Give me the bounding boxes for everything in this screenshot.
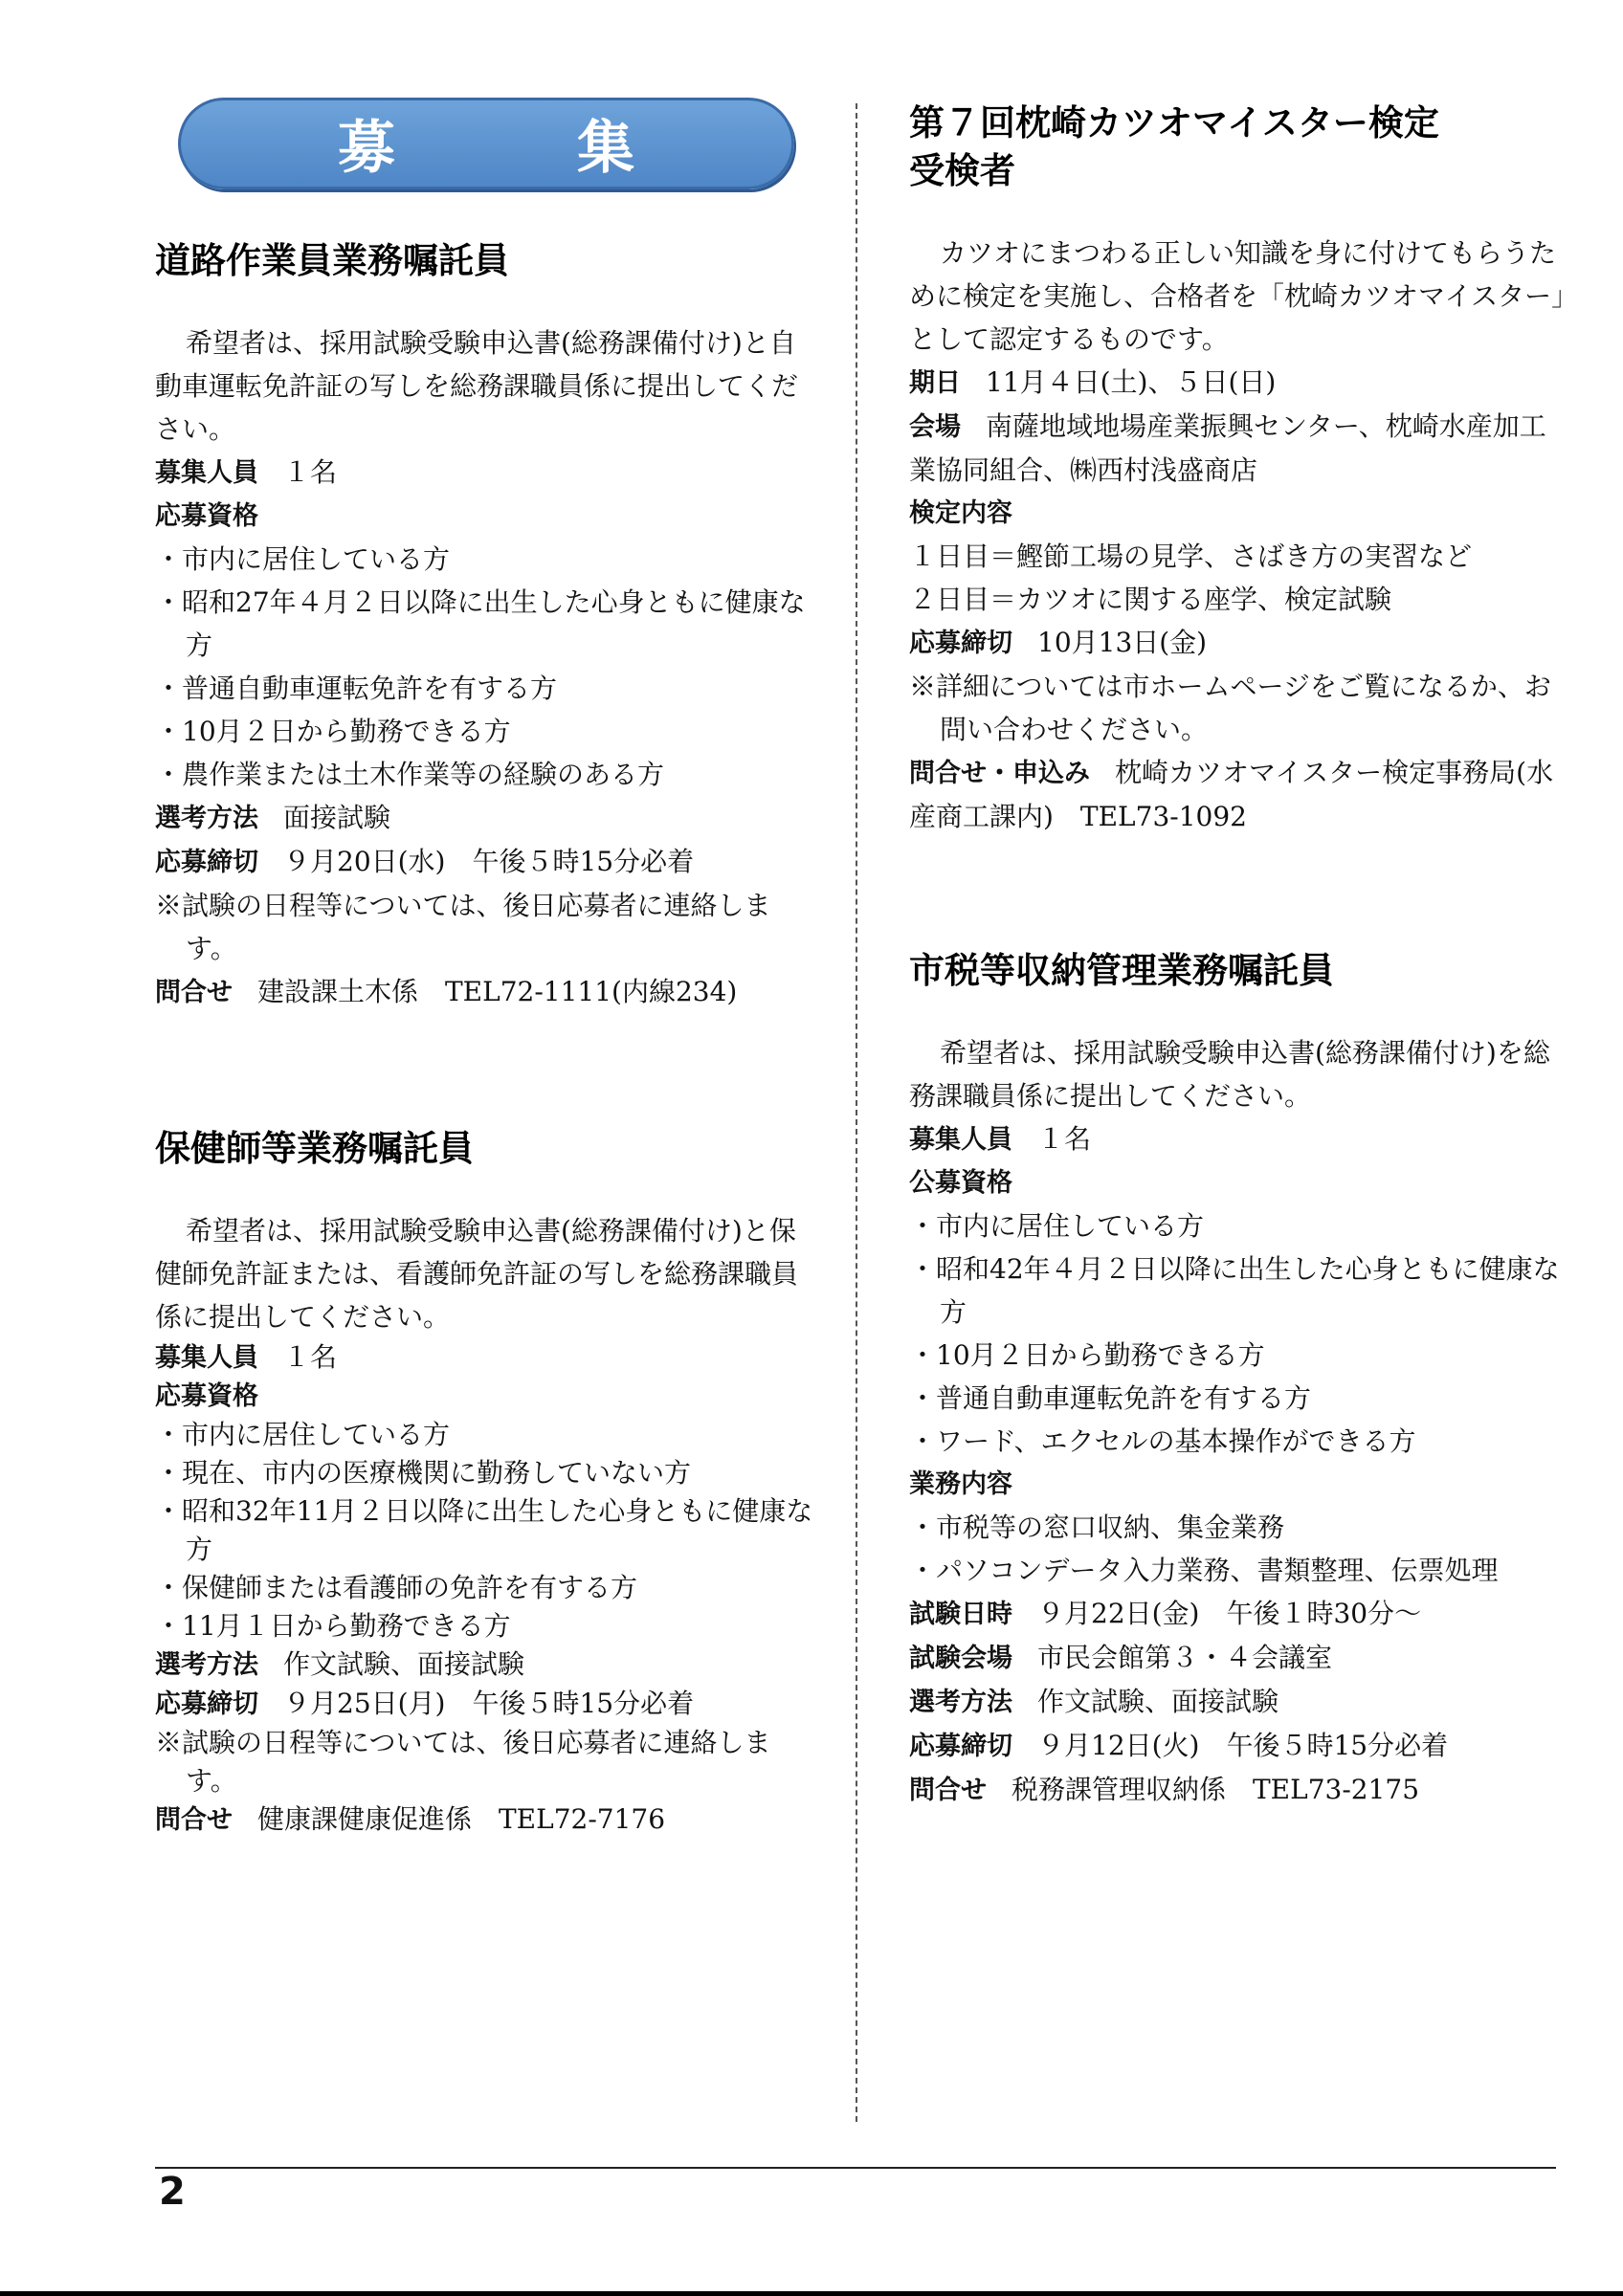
exam-date-value: ９月22日(金) 午後１時30分～ (1037, 1598, 1422, 1629)
section-tax-collection (909, 947, 1569, 1812)
content-label: 検定内容 (909, 498, 1012, 528)
method-row (909, 1680, 1569, 1724)
headcount-row (909, 1117, 1569, 1161)
venue-label: 会場 (909, 412, 961, 442)
exam-date-label: 試験日時 (909, 1600, 1012, 1629)
contact-row (909, 751, 1569, 838)
page-number: 2 (159, 2170, 186, 2214)
content-item: ２日目＝カツオに関する座学、検定試験 (909, 584, 1392, 615)
qualification-label: 応募資格 (155, 501, 258, 531)
section-title: 道路作業員業務嘱託員 (155, 240, 509, 281)
contact-value: 健康課健康促進係 TEL72-7176 (257, 1803, 666, 1835)
headcount-value: １名 (1037, 1123, 1092, 1155)
method-row (155, 796, 815, 840)
deadline-label: 応募締切 (155, 1689, 258, 1719)
venue-row (909, 405, 1569, 492)
qualification-item: ・ワード、エクセルの基本操作ができる方 (909, 1425, 1416, 1457)
contact-value: 枕崎カツオマイスター検定事務局(水産商工課内) TEL73-1092 (909, 757, 1554, 832)
section-title: 市税等収納管理業務嘱託員 (909, 950, 1334, 991)
deadline-value: 10月13日(金) (1037, 627, 1208, 658)
venue-value: 南薩地域地場産業振興センター、枕崎水産加工業協同組合、㈱西村浅盛商店 (909, 410, 1546, 486)
deadline-label: 応募締切 (909, 629, 1012, 658)
headcount-label: 募集人員 (909, 1125, 1012, 1155)
qualification-item: ・11月１日から勤務できる方 (155, 1610, 511, 1642)
deadline-row (155, 840, 815, 884)
qualification-item: ・保健師または看護師の免許を有する方 (155, 1572, 638, 1603)
qualification-item: ・現在、市内の医療機関に勤務していない方 (155, 1457, 692, 1489)
section-intro: カツオにまつわる正しい知識を身に付けてもらうために検定を実施し、合格者を「枕崎カツオマイスター」として認定するものです。 (909, 237, 1566, 355)
date-row (909, 361, 1569, 405)
method-value: 面接試験 (283, 802, 391, 833)
section-intro: 希望者は、採用試験受験申込書(総務課備付け)を総務課職員係に提出してください。 (909, 1037, 1550, 1112)
qualification-label: 応募資格 (155, 1381, 258, 1411)
deadline-row (909, 621, 1569, 665)
qualification-item: ・市内に居住している方 (909, 1210, 1205, 1242)
note: ※詳細については市ホームページをご覧になるか、お問い合わせください。 (909, 671, 1551, 745)
deadline-value: ９月12日(火) 午後５時15分必着 (1037, 1730, 1449, 1761)
method-value: 作文試験、面接試験 (283, 1648, 525, 1680)
contact-value: 建設課土木係 TEL72-1111(内線234) (257, 976, 738, 1007)
qualification-item: ・普通自動車運転免許を有する方 (909, 1382, 1312, 1414)
section-intro: 希望者は、採用試験受験申込書(総務課備付け)と保健師免許証または、看護師免許証の写しを総務課職員係に提出してください。 (155, 1215, 799, 1333)
footer-rule (155, 2167, 1556, 2169)
headcount-value: １名 (283, 456, 338, 488)
section-title: 保健師等業務嘱託員 (155, 1128, 474, 1169)
deadline-label: 応募締切 (155, 848, 258, 877)
exam-venue-label: 試験会場 (909, 1644, 1012, 1673)
method-label: 選考方法 (909, 1688, 1012, 1717)
section-title-line1: 第７回枕崎カツオマイスター検定 (909, 102, 1439, 144)
qualification-item: ・昭和27年４月２日以降に出生した心身ともに健康な方 (155, 586, 806, 661)
deadline-row (909, 1724, 1569, 1768)
exam-venue-row (909, 1636, 1569, 1680)
section-public-health-nurse (155, 1125, 815, 1840)
qualification-item: ・市内に居住している方 (155, 543, 451, 575)
note: ※試験の日程等については、後日応募者に連絡します。 (155, 1727, 771, 1797)
exam-venue-value: 市民会館第３・４会議室 (1037, 1642, 1333, 1673)
duty-item: ・パソコンデータ入力業務、書類整理、伝票処理 (909, 1555, 1499, 1586)
contact-row (155, 1800, 815, 1840)
qualification-item: ・市内に居住している方 (155, 1419, 451, 1450)
section-road-worker (155, 237, 815, 1014)
banner-title: 募集 (338, 115, 816, 182)
headcount-label: 募集人員 (155, 1343, 258, 1373)
method-label: 選考方法 (155, 1650, 258, 1680)
bottom-edge-rule (0, 2291, 1623, 2296)
exam-date-row (909, 1592, 1569, 1636)
deadline-label: 応募締切 (909, 1732, 1012, 1761)
deadline-value: ９月25日(月) 午後５時15分必着 (283, 1688, 695, 1719)
content-item: １日目＝鰹節工場の見学、さばき方の実習など (909, 541, 1473, 572)
qualification-item: ・昭和32年11月２日以降に出生した心身ともに健康な方 (155, 1495, 813, 1565)
headcount-label: 募集人員 (155, 458, 258, 488)
date-label: 期日 (909, 368, 961, 398)
method-label: 選考方法 (155, 804, 258, 833)
qualification-item: ・10月２日から勤務できる方 (155, 716, 511, 747)
qualification-label: 公募資格 (909, 1168, 1012, 1198)
section-title-line2: 受検者 (909, 150, 1015, 191)
contact-row (909, 1768, 1569, 1812)
method-value: 作文試験、面接試験 (1037, 1686, 1279, 1717)
qualification-item: ・農作業または土木作業等の経験のある方 (155, 759, 665, 790)
note: ※試験の日程等については、後日応募者に連絡します。 (155, 890, 771, 964)
duty-item: ・市税等の窓口収納、集金業務 (909, 1512, 1285, 1543)
section-intro: 希望者は、採用試験受験申込書(総務課備付け)と自動車運転免許証の写しを総務課職員係に提出してください。 (155, 327, 799, 445)
duty-label: 業務内容 (909, 1469, 1012, 1499)
headcount-row (155, 1338, 815, 1378)
headcount-value: １名 (283, 1341, 338, 1373)
date-value: 11月４日(土)、５日(日) (986, 366, 1277, 398)
deadline-row (155, 1685, 815, 1724)
qualification-item: ・普通自動車運転免許を有する方 (155, 673, 558, 704)
contact-label: 問合せ (909, 1776, 987, 1805)
deadline-value: ９月20日(水) 午後５時15分必着 (283, 846, 695, 877)
headcount-row (155, 451, 815, 495)
contact-label: 問合せ・申込み (909, 759, 1090, 788)
qualification-item: ・10月２日から勤務できる方 (909, 1339, 1265, 1371)
contact-value: 税務課管理収納係 TEL73-2175 (1012, 1774, 1420, 1805)
section-katsuo-meister (909, 99, 1569, 838)
contact-label: 問合せ (155, 978, 233, 1007)
contact-label: 問合せ (155, 1805, 233, 1835)
method-row (155, 1645, 815, 1685)
column-divider (856, 103, 857, 2122)
contact-row (155, 970, 815, 1014)
recruitment-banner (178, 98, 816, 189)
qualification-item: ・昭和42年４月２日以降に出生した心身ともに健康な方 (909, 1253, 1560, 1328)
